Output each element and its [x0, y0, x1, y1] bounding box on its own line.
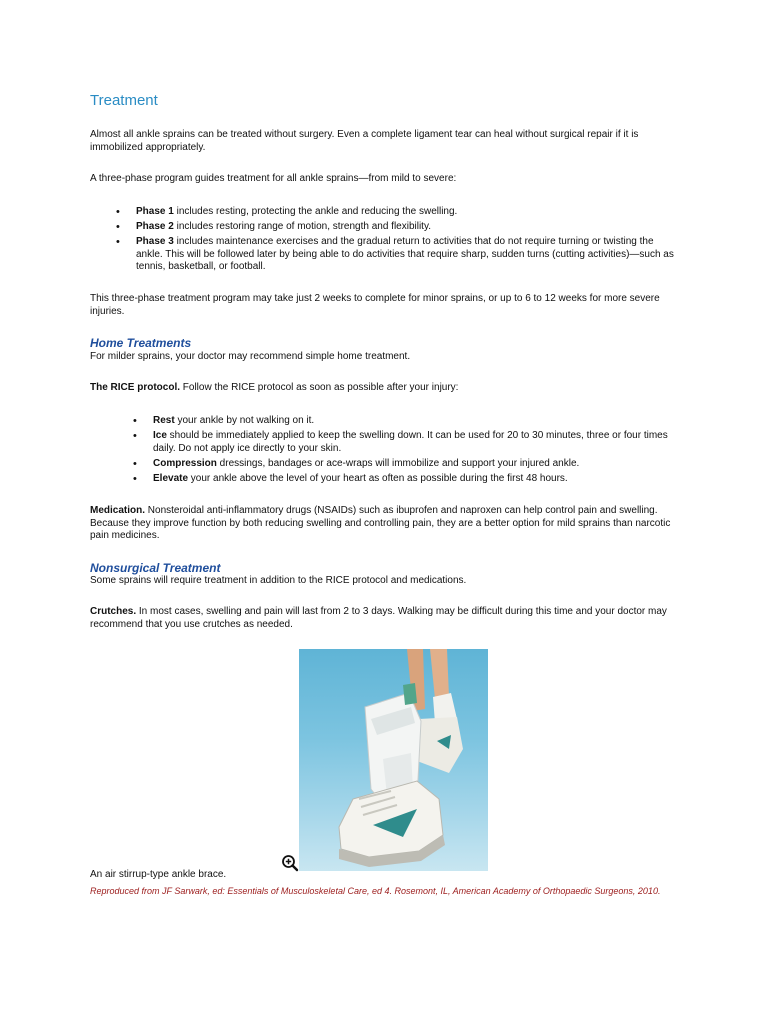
figure-credit: Reproduced from JF Sarwark, ed: Essentials of Musculoskeletal Care, ed 4. Rosemont, IL, American Academy of Orthopaedic Surgeons, 2010.: [90, 886, 661, 896]
crutches-paragraph: Crutches. In most cases, swelling and pain will last from 2 to 3 days. Walking may be difficult during this time and your doctor may recommend that you use crutches as needed.: [90, 606, 667, 630]
ankle-brace-image: [299, 649, 488, 871]
nonsurgical-heading: Nonsurgical Treatment: [90, 561, 221, 575]
home-intro: For milder sprains, your doctor may recommend simple home treatment.: [90, 351, 411, 362]
list-item: • Phase 2 includes restoring range of motion, strength and flexibility.: [136, 221, 682, 234]
page-title: Treatment: [90, 92, 158, 109]
list-item: • Ice should be immediately applied to keep the swelling down. It can be used for 20 to 30 minutes, three or four times daily. Do not apply ice directly to your skin.: [153, 430, 682, 455]
list-item: • Phase 1 includes resting, protecting the ankle and reducing the swelling.: [136, 206, 682, 219]
program-duration: This three-phase treatment program may take just 2 weeks to complete for minor sprains, or up to 6 to 12 weeks for more severe injuries.: [90, 293, 660, 317]
list-item: • Phase 3 includes maintenance exercises and the gradual return to activities that do not require turning or twisting the ankle. This will be followed later by being able to do activities that require sharp, sudden turns (cutting activities)—such as tennis, basketball, or football.: [136, 236, 682, 274]
zoom-in-icon[interactable]: [281, 854, 299, 872]
list-item: • Compression dressings, bandages or ace-wraps will immobilize and support your injured ankle.: [153, 458, 682, 471]
rice-protocol-paragraph: The RICE protocol. Follow the RICE protocol as soon as possible after your injury:: [90, 382, 459, 393]
nonsurgical-intro: Some sprains will require treatment in addition to the RICE protocol and medications.: [90, 575, 467, 586]
program-intro: A three-phase program guides treatment for all ankle sprains—from mild to severe:: [90, 173, 457, 184]
figure-caption: An air stirrup-type ankle brace.: [90, 869, 227, 880]
home-treatments-heading: Home Treatments: [90, 336, 192, 350]
rice-list: [153, 415, 682, 488]
list-item: • Rest your ankle by not walking on it.: [153, 415, 682, 428]
phase-list: [136, 206, 682, 276]
intro-paragraph: Almost all ankle sprains can be treated without surgery. Even a complete ligament tear can heal without surgical repair if it is immobilized appropriately.: [90, 129, 639, 153]
medication-paragraph: Medication. Nonsteroidal anti-inflammatory drugs (NSAIDs) such as ibuprofen and naproxen can help control pain and swelling. Because they improve function by both reducing swelling and controlling pain, they are a better option for mild sprains than narcotic pain medicines.: [90, 505, 671, 541]
list-item: • Elevate your ankle above the level of your heart as often as possible during the first 48 hours.: [153, 473, 682, 486]
